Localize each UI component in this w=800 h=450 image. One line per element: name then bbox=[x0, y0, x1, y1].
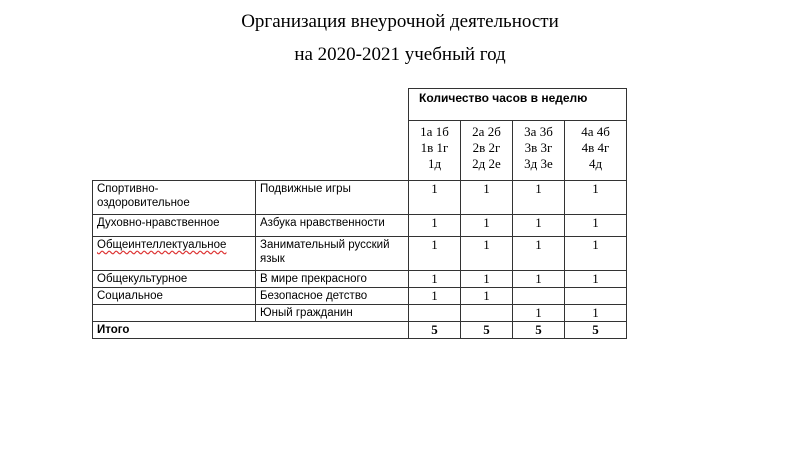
hours-cell: 1 bbox=[409, 271, 461, 288]
hours-cell: 1 bbox=[565, 271, 627, 288]
program-cell: Азбука нравственности bbox=[256, 215, 409, 237]
class-group-2: 2а 2б 2в 2г 2д 2е bbox=[461, 121, 513, 181]
program-cell: Юный гражданин bbox=[256, 305, 409, 322]
schedule-table bbox=[92, 88, 626, 344]
title-line-1: Организация внеурочной деятельности bbox=[241, 11, 559, 32]
program-cell: В мире прекрасного bbox=[256, 271, 409, 288]
table-row bbox=[93, 181, 627, 215]
hours-cell: 1 bbox=[513, 271, 565, 288]
hours-cell: 1 bbox=[461, 271, 513, 288]
total-hours-cell: 5 bbox=[565, 322, 627, 339]
hours-cell bbox=[565, 288, 627, 305]
hours-cell: 1 bbox=[565, 215, 627, 237]
class-group-3: 3а 3б 3в 3г 3д 3е bbox=[513, 121, 565, 181]
direction-cell: Общеинтеллектуальное bbox=[97, 239, 227, 251]
total-hours-cell: 5 bbox=[513, 322, 565, 339]
program-cell: Подвижные игры bbox=[256, 181, 409, 215]
hours-cell: 1 bbox=[409, 288, 461, 305]
direction-cell: Социальное bbox=[93, 288, 256, 305]
hours-cell: 1 bbox=[513, 305, 565, 322]
direction-cell: Спортивно-оздоровительное bbox=[93, 181, 256, 215]
hours-cell: 1 bbox=[409, 181, 461, 215]
hours-cell: 1 bbox=[461, 215, 513, 237]
direction-cell: Общекультурное bbox=[93, 271, 256, 288]
hours-per-week-header: Количество часов в неделю bbox=[409, 89, 627, 121]
hours-cell: 1 bbox=[565, 181, 627, 215]
total-hours-cell: 5 bbox=[409, 322, 461, 339]
table-row bbox=[93, 237, 627, 271]
total-row bbox=[93, 322, 627, 339]
title-line-2: на 2020-2021 учебный год bbox=[294, 44, 506, 65]
hours-cell: 1 bbox=[513, 237, 565, 271]
class-group-4: 4а 4б 4в 4г 4д bbox=[565, 121, 627, 181]
class-group-1: 1а 1б 1в 1г 1д bbox=[409, 121, 461, 181]
hours-cell: 1 bbox=[565, 305, 627, 322]
program-cell: Безопасное детство bbox=[256, 288, 409, 305]
table-row bbox=[93, 215, 627, 237]
hours-cell: 1 bbox=[461, 181, 513, 215]
hours-cell bbox=[409, 305, 461, 322]
hours-cell: 1 bbox=[409, 237, 461, 271]
hours-cell: 1 bbox=[461, 237, 513, 271]
direction-cell: Духовно-нравственное bbox=[93, 215, 256, 237]
hours-cell: 1 bbox=[513, 215, 565, 237]
table-row bbox=[93, 305, 627, 322]
hours-cell: 1 bbox=[409, 215, 461, 237]
direction-cell bbox=[93, 305, 256, 322]
hours-cell: 1 bbox=[461, 288, 513, 305]
total-hours-cell: 5 bbox=[461, 322, 513, 339]
total-label: Итого bbox=[93, 322, 409, 339]
hours-cell bbox=[461, 305, 513, 322]
table-row bbox=[93, 271, 627, 288]
hours-cell: 1 bbox=[513, 181, 565, 215]
hours-cell: 1 bbox=[565, 237, 627, 271]
hours-cell bbox=[513, 288, 565, 305]
table-row bbox=[93, 288, 627, 305]
program-cell: Занимательный русский язык bbox=[256, 237, 409, 271]
